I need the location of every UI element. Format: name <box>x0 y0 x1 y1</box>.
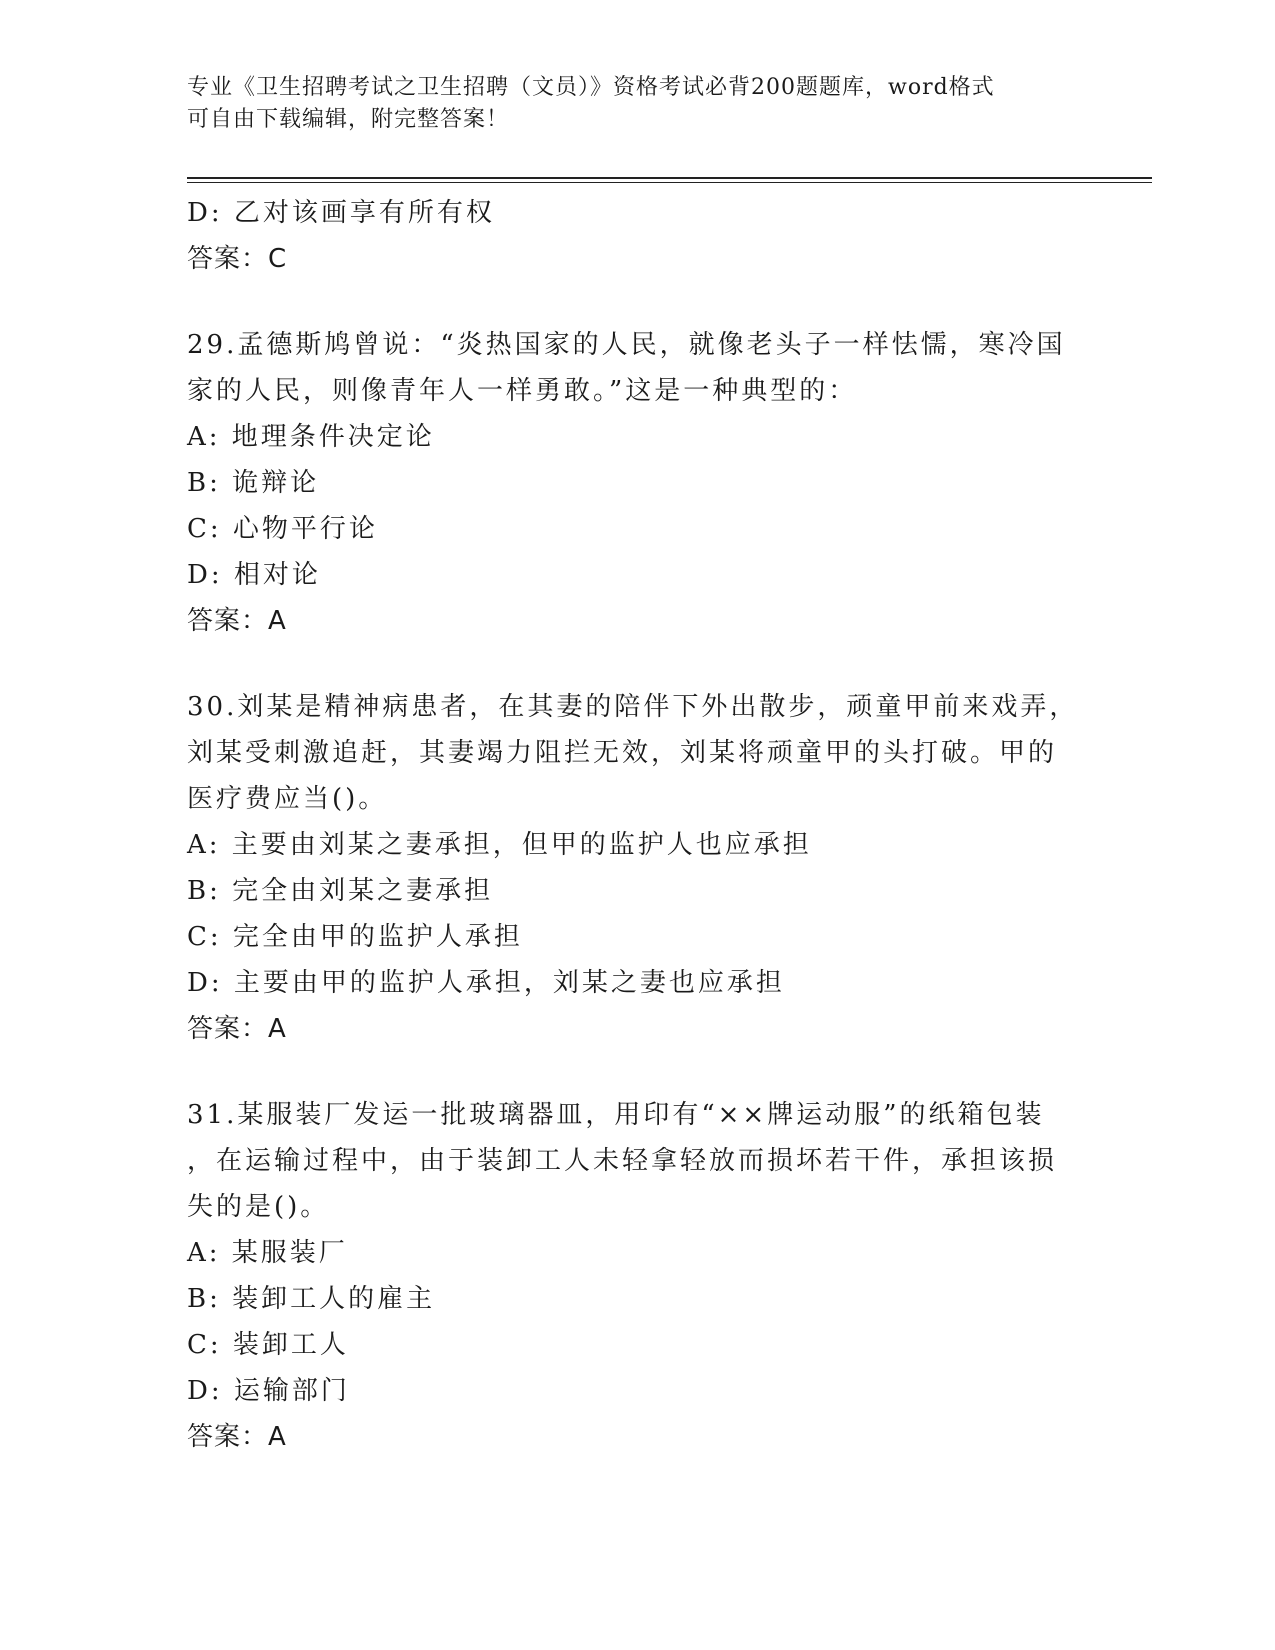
option-a: A: 地理条件决定论 <box>187 422 435 452</box>
stem-line: 医疗费应当()。 <box>187 784 388 814</box>
answer-value: A <box>268 1422 287 1452</box>
question-29 <box>187 322 1087 644</box>
stem-line: ，在运输过程中，由于装卸工人未轻拿轻放而损坏若干件，承担该损 <box>187 1146 1058 1176</box>
question-stem <box>187 322 1087 414</box>
answer-label: 答案： <box>187 1422 269 1452</box>
option-d: D: 乙对该画享有所有权 <box>187 198 495 228</box>
question-gap <box>187 282 1087 322</box>
answer-value: A <box>268 606 287 636</box>
header-rule-thin <box>187 182 1152 183</box>
question-stem <box>187 684 1087 822</box>
header-line-2: 可自由下载编辑，附完整答案！ <box>187 107 510 132</box>
answer-line <box>187 1006 1087 1052</box>
option-a: A: 主要由刘某之妻承担，但甲的监护人也应承担 <box>187 830 812 860</box>
answer-line <box>187 1414 1087 1460</box>
option-b: B: 装卸工人的雇主 <box>187 1284 436 1314</box>
question-gap <box>187 1052 1087 1092</box>
header-rule-thick <box>187 177 1152 179</box>
page-header <box>187 72 1067 136</box>
answer-value: A <box>268 1014 287 1044</box>
stem-line: 失的是()。 <box>187 1192 330 1222</box>
answer-label: 答案： <box>187 244 269 274</box>
answer-line <box>187 236 1087 282</box>
option-b: B: 诡辩论 <box>187 468 320 498</box>
stem-line: 30.刘某是精神病患者，在其妻的陪伴下外出散步，顽童甲前来戏弄， <box>187 692 1079 722</box>
answer-value: C <box>268 244 288 274</box>
question-30 <box>187 684 1087 1052</box>
question-gap <box>187 644 1087 684</box>
option-d: D: 主要由甲的监护人承担，刘某之妻也应承担 <box>187 968 785 998</box>
question-31 <box>187 1092 1087 1460</box>
option-b: B: 完全由刘某之妻承担 <box>187 876 494 906</box>
question-list <box>187 190 1087 1460</box>
option-d: D: 运输部门 <box>187 1376 350 1406</box>
answer-line <box>187 598 1087 644</box>
option-a: A: 某服装厂 <box>187 1238 348 1268</box>
answer-label: 答案： <box>187 1014 269 1044</box>
answer-label: 答案： <box>187 606 269 636</box>
option-d: D: 相对论 <box>187 560 321 590</box>
stem-line: 29.孟德斯鸠曾说：“炎热国家的人民，就像老头子一样怯懦，寒冷国 <box>187 330 1066 360</box>
stem-line: 31.某服装厂发运一批玻璃器皿，用印有“××牌运动服”的纸箱包装 <box>187 1100 1045 1130</box>
option-c: C: 完全由甲的监护人承担 <box>187 922 523 952</box>
option-c: C: 心物平行论 <box>187 514 378 544</box>
option-c: C: 装卸工人 <box>187 1330 349 1360</box>
carryover-block <box>187 190 1087 282</box>
question-stem <box>187 1092 1087 1230</box>
stem-line: 刘某受刺激追赶，其妻竭力阻拦无效，刘某将顽童甲的头打破。甲的 <box>187 738 1058 768</box>
header-line-1: 专业《卫生招聘考试之卫生招聘（文员）》资格考试必背200题题库，word格式 <box>187 75 995 100</box>
stem-line: 家的人民，则像青年人一样勇敢。”这是一种典型的： <box>187 376 858 406</box>
